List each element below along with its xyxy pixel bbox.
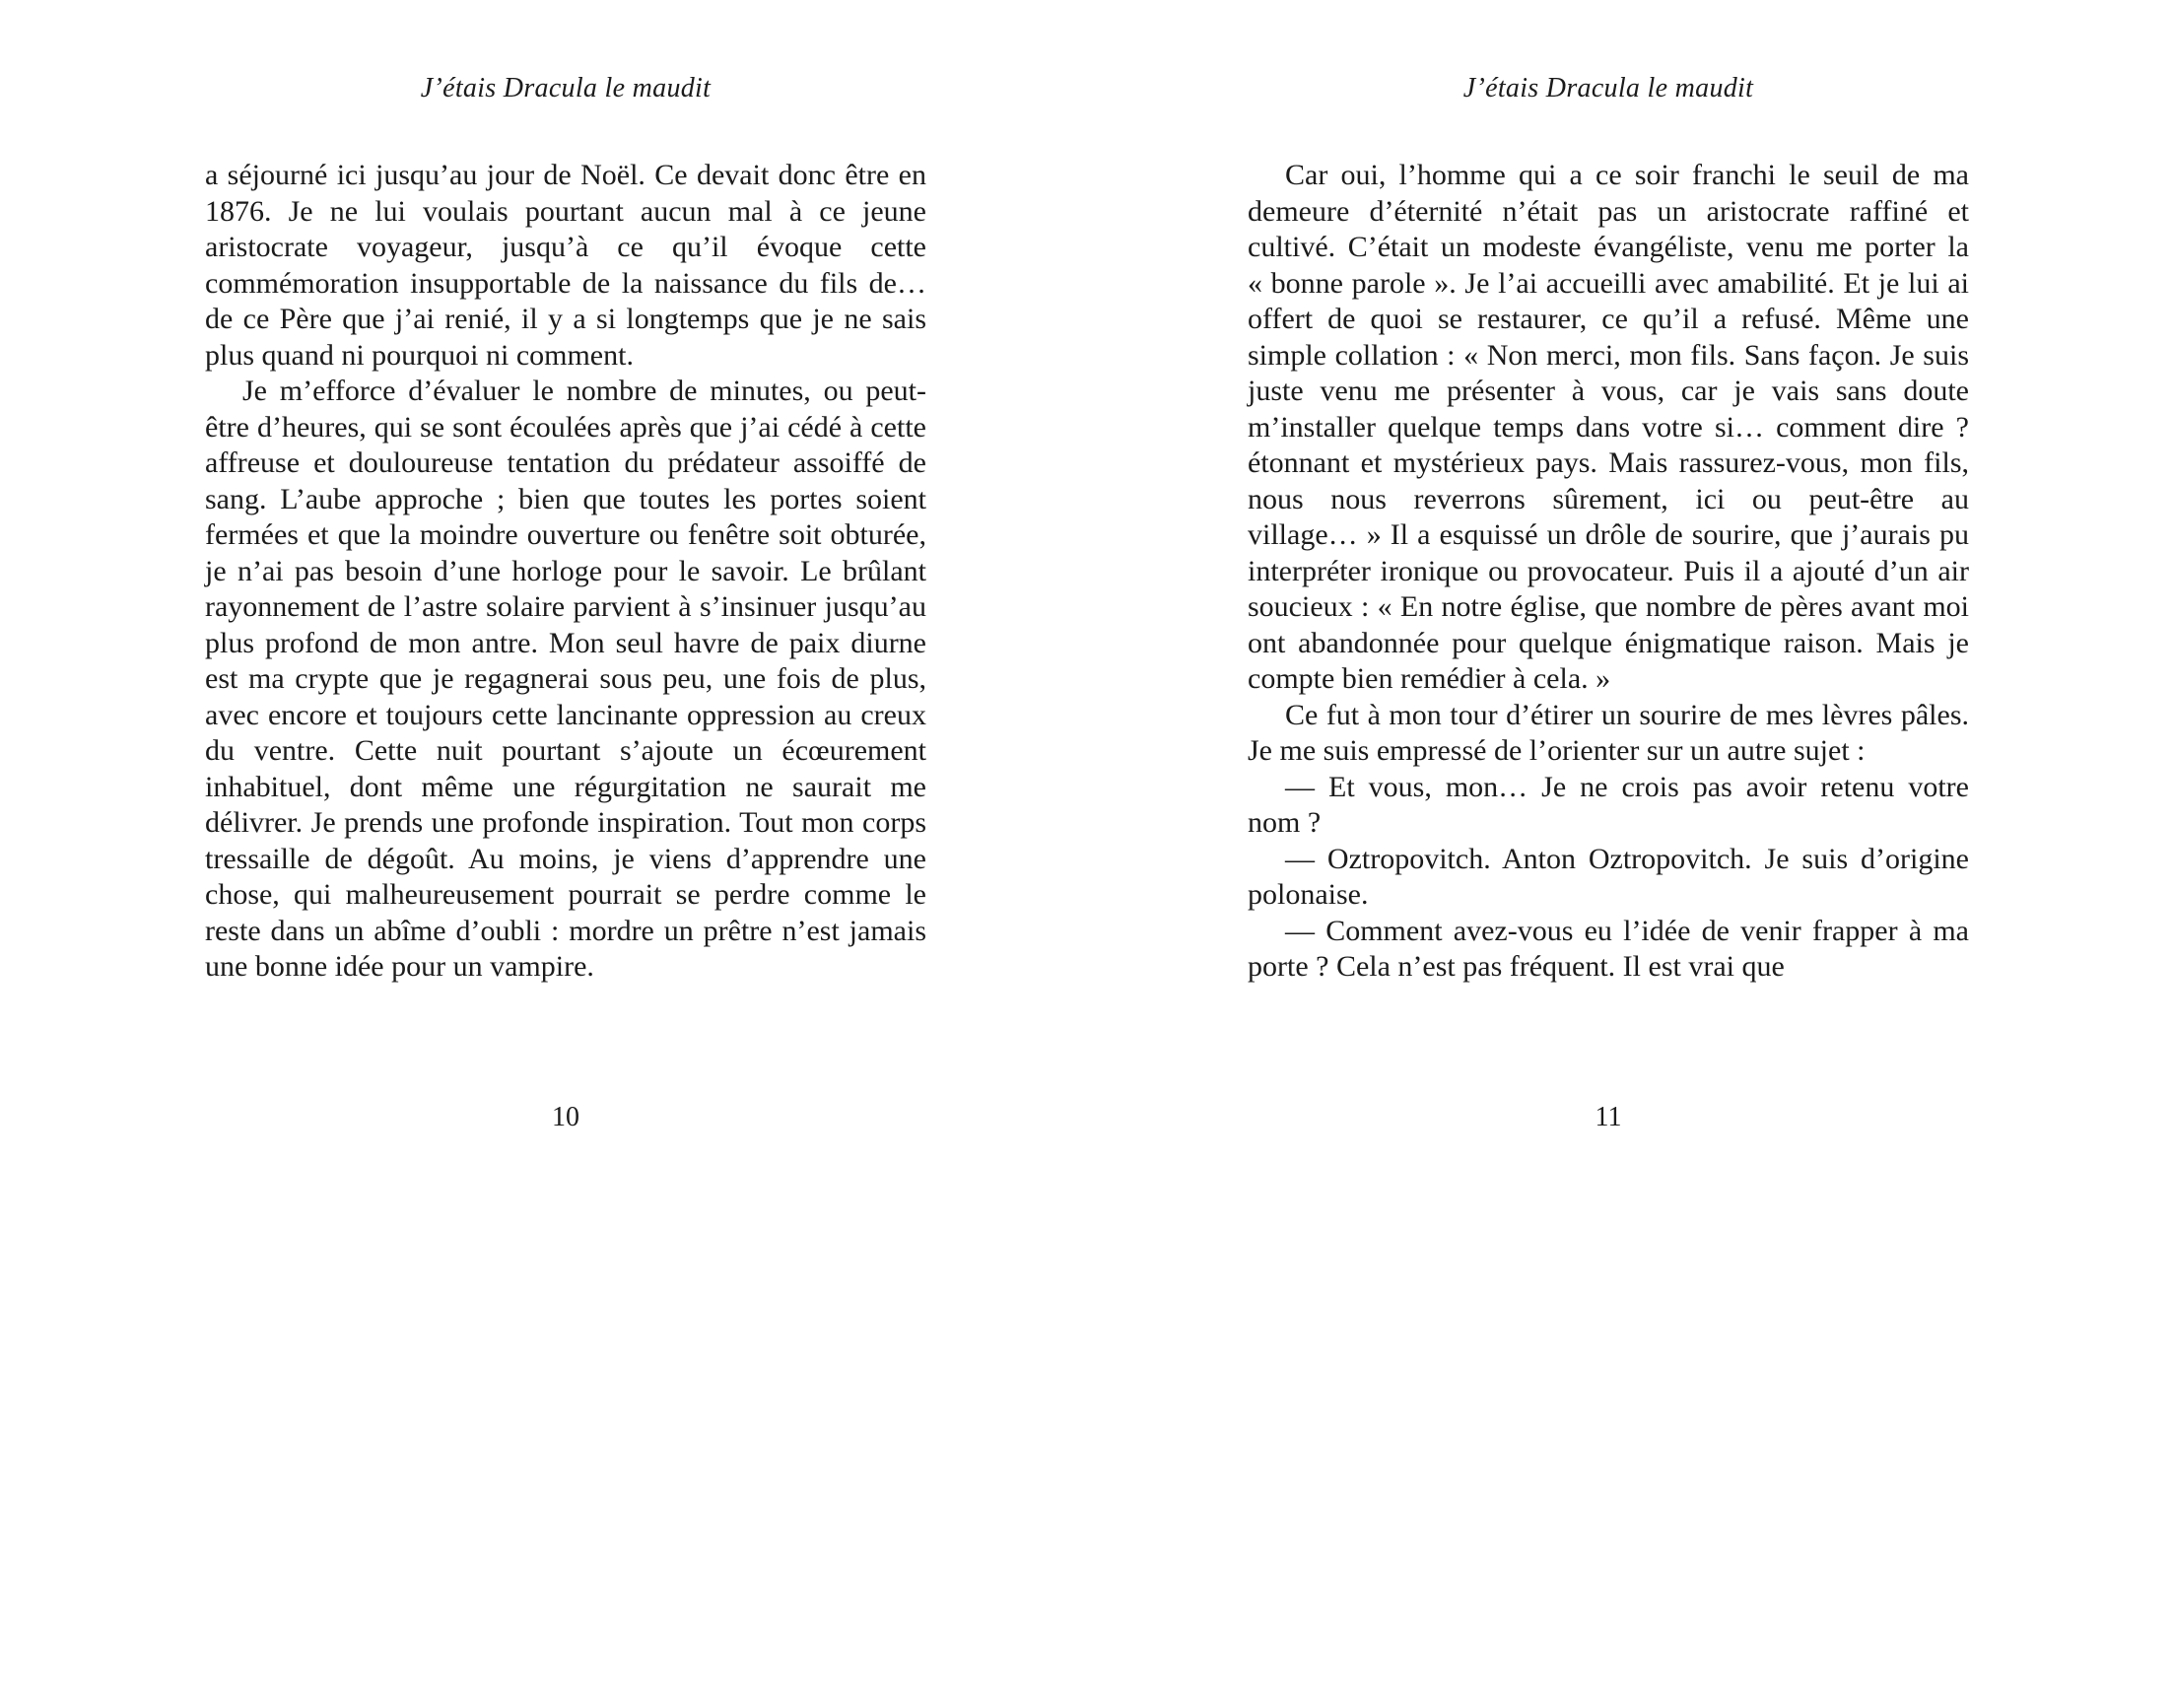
paragraph: Je m’efforce d’évaluer le nombre de minutes, ou peut-être d’heures, qui se sont écoulées après que j’ai cédé à cette affreuse et douloureuse tentation du prédateur assoiffé de sang. L’aube approche ; bien que toutes les portes soient fermées et que la moindre ouverture ou fenêtre soit obturée, je n’ai pas besoin d’une horloge pour le savoir. Le brûlant rayonnement de l’astre solaire parvient à s’insinuer jusqu’au plus profond de mon antre. Mon seul havre de paix diurne est ma crypte que je regagnerai sous peu, une fois de plus, avec encore et toujours cette lancinante oppression au creux du ventre. Cette nuit pourtant s’ajoute un écœurement inhabituel, dont même une régurgitation ne saurait me délivrer. Je prends une profonde inspiration. Tout mon corps tressaille de dégoût. Au moins, je viens d’apprendre une chose, qui malheureusement pourrait se perdre comme le reste dans un abîme d’oubli : mordre un prêtre n’est jamais une bonne idée pour un vampire. bbox=[205, 375, 926, 983]
right-page-body-text bbox=[1248, 158, 1969, 986]
left-page bbox=[0, 0, 1086, 1708]
running-header-left: J’étais Dracula le maudit bbox=[420, 73, 712, 103]
paragraph: Ce fut à mon tour d’étirer un sourire de mes lèvres pâles. Je me suis empressé de l’orienter sur un autre sujet : bbox=[1248, 698, 1969, 767]
paragraph: Car oui, l’homme qui a ce soir franchi le seuil de ma demeure d’éternité n’était pas un aristocrate raffiné et cultivé. C’était un modeste évangéliste, venu me porter la « bonne parole ». Je l’ai accueilli avec amabilité. Et je lui ai offert de quoi se restaurer, ce qu’il a refusé. Même une simple collation : « Non merci, mon fils. Sans façon. Je suis juste venu me présenter à vous, car je vais sans doute m’installer quelque temps dans votre si… comment dire ? étonnant et mystérieux pays. Mais rassurez-vous, mon fils, nous nous reverrons sûrement, ici ou peut-être au village… » Il a esquissé un drôle de sourire, que j’aurais pu interpréter ironique ou provocateur. Puis il a ajouté d’un air soucieux : « En notre église, que nombre de pères avant moi ont abandonnée pour quelque énigmatique raison. Mais je compte bien remédier à cela. » bbox=[1248, 159, 1969, 695]
page-number-right: 11 bbox=[1595, 1102, 1622, 1132]
left-page-column bbox=[205, 0, 926, 1708]
left-page-body-text bbox=[205, 158, 926, 986]
paragraph: — Et vous, mon… Je ne crois pas avoir retenu votre nom ? bbox=[1248, 770, 1969, 839]
paragraph: a séjourné ici jusqu’au jour de Noël. Ce devait donc être en 1876. Je ne lui voulais pourtant aucun mal à ce jeune aristocrate voyageur, jusqu’à ce qu’il évoque cette commémoration insupportable de la naissance du fils de… de ce Père que j’ai renié, il y a si longtemps que je ne sais plus quand ni pourquoi ni comment. bbox=[205, 159, 926, 372]
running-header-right: J’étais Dracula le maudit bbox=[1462, 73, 1754, 103]
right-page bbox=[1086, 0, 2172, 1708]
paragraph: — Comment avez-vous eu l’idée de venir frapper à ma porte ? Cela n’est pas fréquent. Il est vrai que bbox=[1248, 914, 1969, 983]
page-number-left: 10 bbox=[552, 1102, 579, 1132]
paragraph: — Oztropovitch. Anton Oztropovitch. Je suis d’origine polonaise. bbox=[1248, 842, 1969, 911]
right-page-column bbox=[1248, 0, 1969, 1708]
